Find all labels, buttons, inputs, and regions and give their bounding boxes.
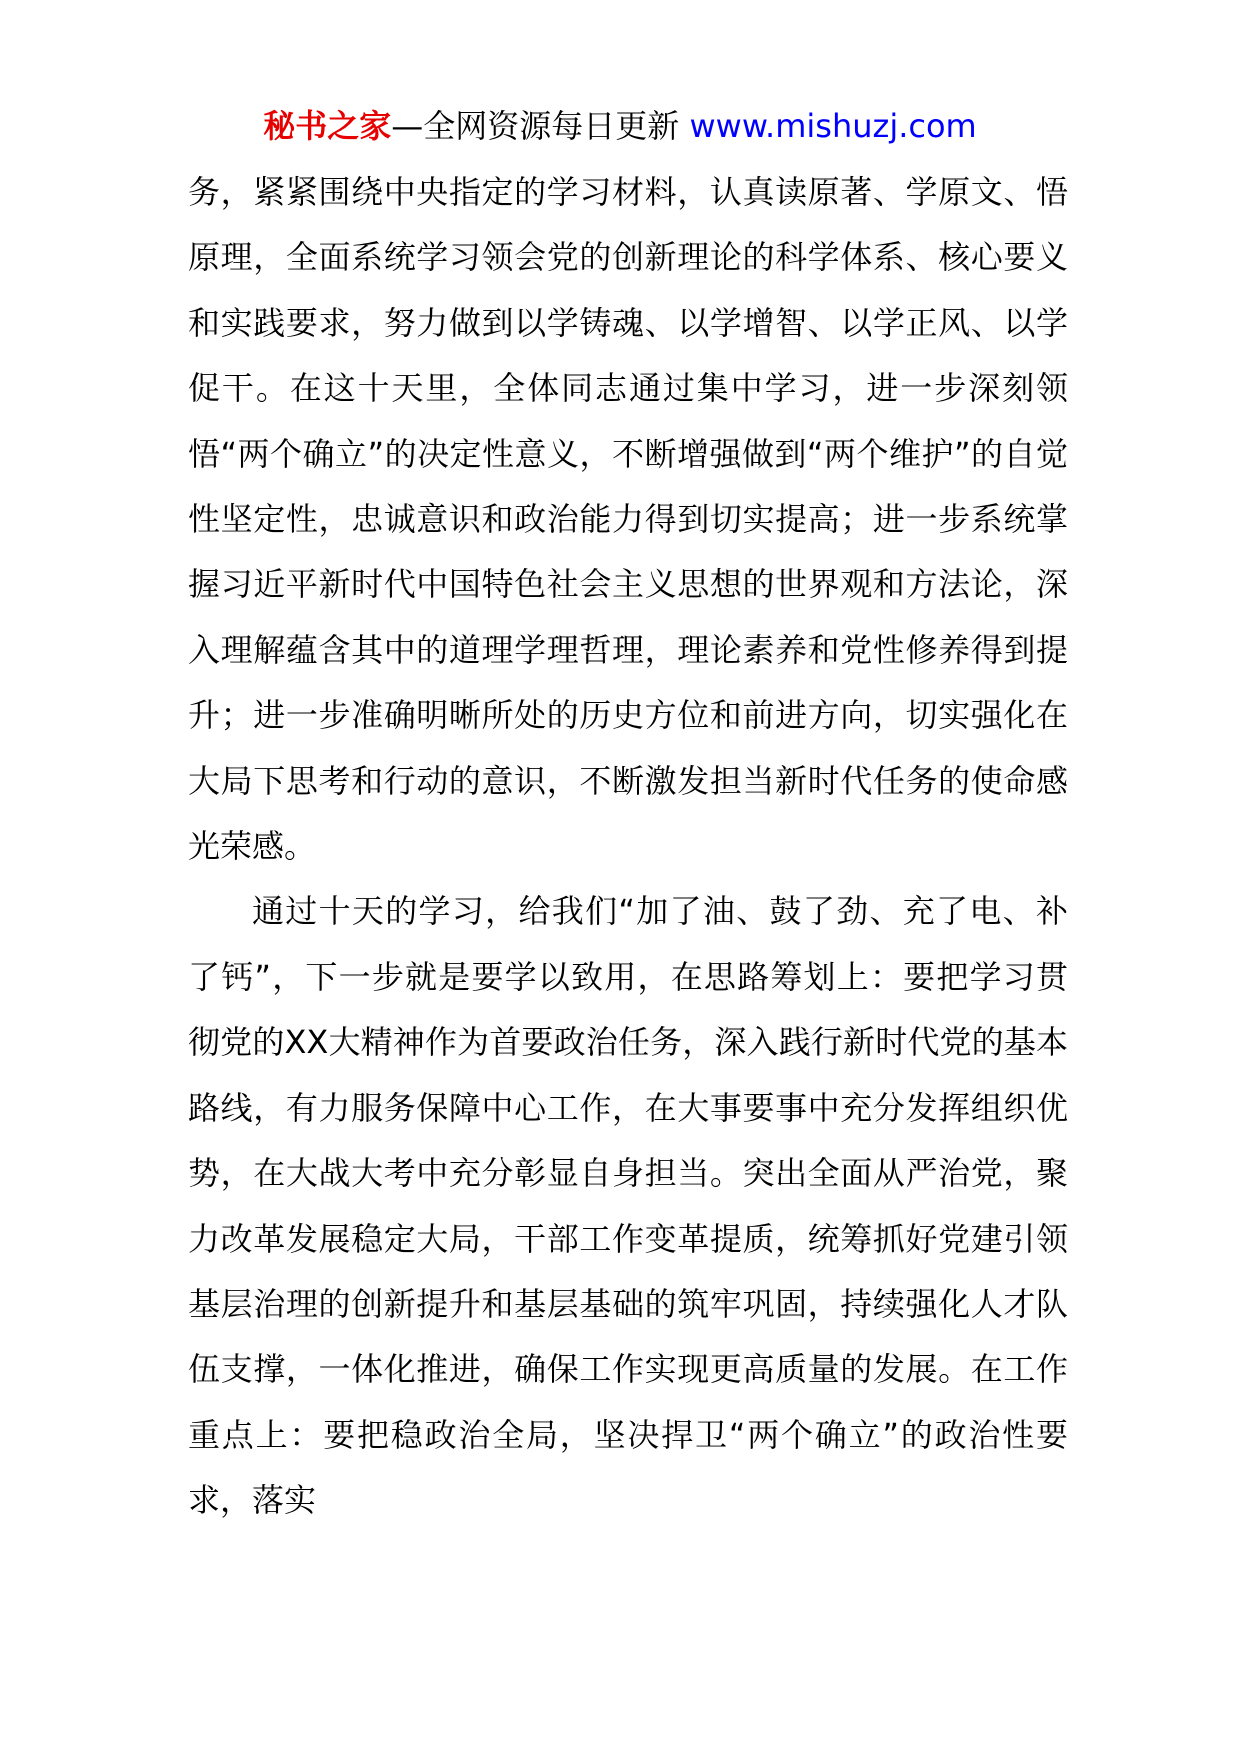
site-url: www.mishuzj.com xyxy=(689,107,977,145)
brand-name: 秘书之家 xyxy=(263,107,392,145)
paragraph-2: 通过十天的学习，给我们“加了油、鼓了劲、充了电、补了钙”，下一步就是要学以致用，在思路筹划上：要把学习贯彻党的XX大精神作为首要政治任务，深入践行新时代党的基本路线，有力服务保障中心工作，在大事要事中充分发挥组织优势，在大战大考中充分彰显自身担当。突出全面从严治党，聚力改革发展稳定大局，干部工作变革提质，统筹抓好党建引领基层治理的创新提升和基层基础的筑牢巩固，持续强化人才队伍支撑，一体化推进，确保工作实现更高质量的发展。在工作重点上：要把稳政治全局，坚决捍卫“两个确立”的政治性要求，落实 xyxy=(188,892,1068,1520)
document-body xyxy=(188,160,1068,1534)
page-header xyxy=(0,96,1240,156)
header-tagline: —全网资源每日更新 xyxy=(391,107,690,145)
paragraph-1: 务，紧紧围绕中央指定的学习材料，认真读原著、学原文、悟原理，全面系统学习领会党的创新理论的科学体系、核心要义和实践要求，努力做到以学铸魂、以学增智、以学正风、以学促干。在这十天里，全体同志通过集中学习，进一步深刻领悟“两个确立”的决定性意义，不断增强做到“两个维护”的自觉性坚定性，忠诚意识和政治能力得到切实提高；进一步系统掌握习近平新时代中国特色社会主义思想的世界观和方法论，深入理解蕴含其中的道理学理哲理，理论素养和党性修养得到提升；进一步准确明晰所处的历史方位和前进方向，切实强化在大局下思考和行动的意识，不断激发担当新时代任务的使命感光荣感。 xyxy=(188,173,1068,866)
